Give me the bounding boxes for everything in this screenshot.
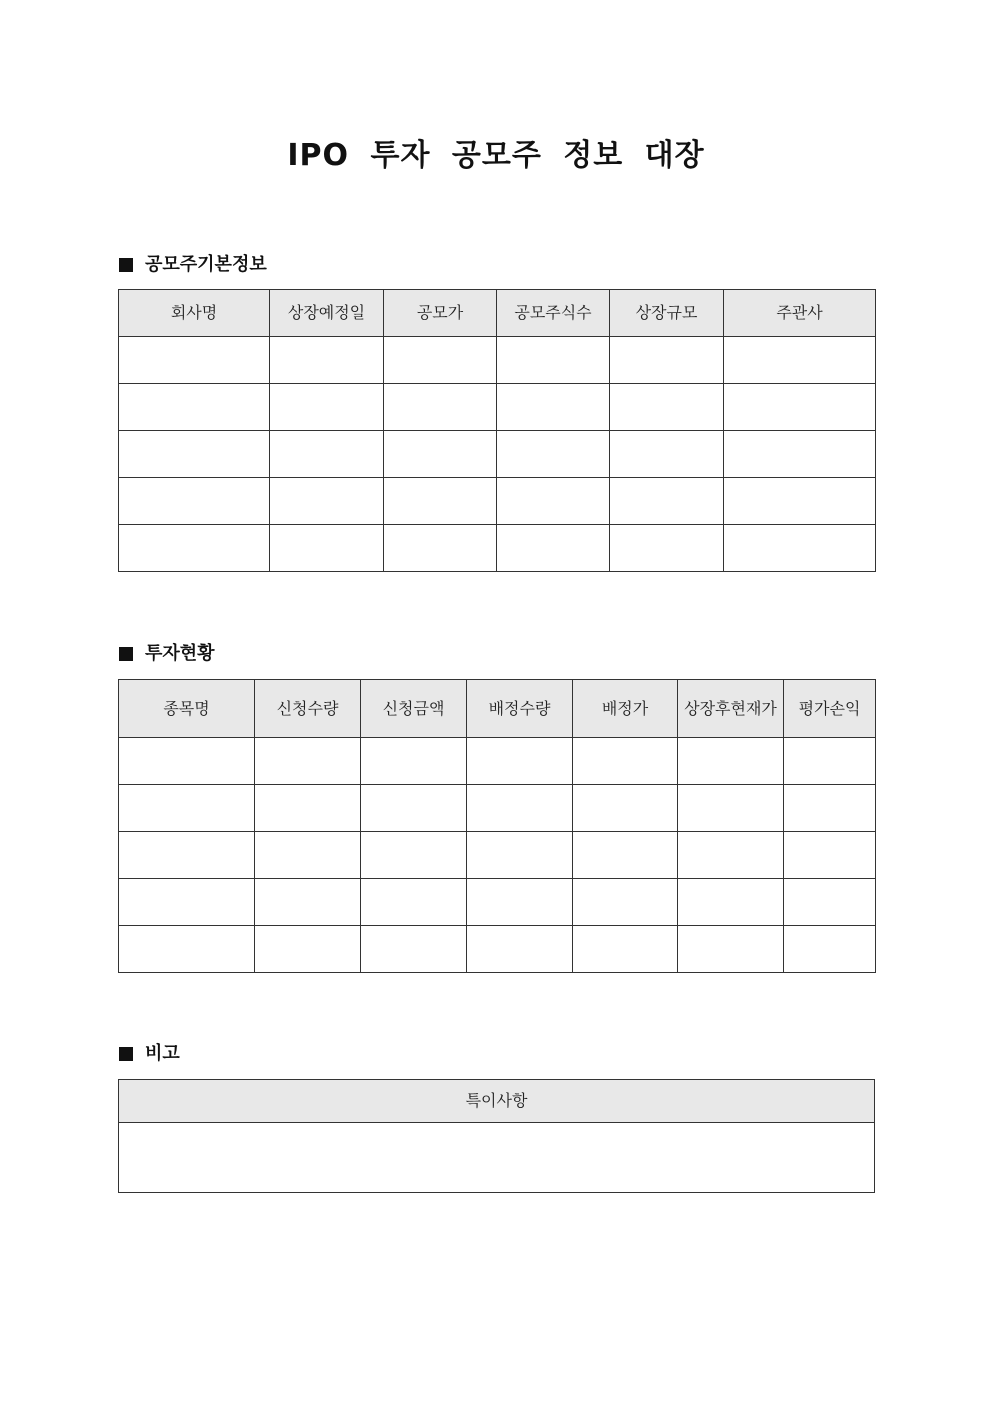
table-cell[interactable] (610, 478, 724, 525)
table-cell[interactable] (119, 738, 255, 785)
table-cell[interactable] (361, 926, 467, 973)
table-cell[interactable] (573, 785, 678, 832)
column-header-special-notes: 특이사항 (119, 1080, 875, 1123)
table-cell[interactable] (255, 738, 361, 785)
table-cell[interactable] (255, 879, 361, 926)
remarks-table (118, 1079, 875, 1193)
table-row (119, 337, 876, 384)
table-header-row (119, 290, 876, 337)
table-cell[interactable] (497, 337, 610, 384)
table-cell[interactable] (497, 384, 610, 431)
table-cell[interactable] (270, 525, 384, 572)
table-cell[interactable] (467, 832, 573, 879)
table-cell[interactable] (784, 738, 876, 785)
section-heading-remarks (119, 1042, 180, 1066)
column-header-company-name: 회사명 (119, 290, 270, 337)
table-row (119, 832, 876, 879)
table-cell[interactable] (119, 785, 255, 832)
table-row (119, 525, 876, 572)
square-bullet-icon (119, 647, 133, 661)
table-cell[interactable] (678, 738, 784, 785)
table-cell[interactable] (610, 431, 724, 478)
table-cell[interactable] (384, 337, 497, 384)
column-header-offer-price: 공모가 (384, 290, 497, 337)
table-cell[interactable] (119, 337, 270, 384)
table-cell[interactable] (119, 431, 270, 478)
column-header-applied-quantity: 신청수량 (255, 680, 361, 738)
table-cell[interactable] (784, 785, 876, 832)
investment-status-table (118, 679, 876, 973)
section-heading-label: 공모주기본정보 (145, 254, 267, 275)
table-cell[interactable] (384, 384, 497, 431)
table-cell[interactable] (119, 879, 255, 926)
table-cell[interactable] (724, 384, 876, 431)
basic-info-table (118, 289, 876, 572)
table-cell[interactable] (497, 525, 610, 572)
table-header-row (119, 680, 876, 738)
column-header-listing-date: 상장예정일 (270, 290, 384, 337)
table-cell[interactable] (270, 384, 384, 431)
table-cell[interactable] (467, 879, 573, 926)
section-heading-investment-status (119, 642, 215, 666)
table-cell[interactable] (467, 785, 573, 832)
table-cell[interactable] (119, 832, 255, 879)
table-row (119, 431, 876, 478)
table-cell[interactable] (384, 478, 497, 525)
table-cell[interactable] (678, 832, 784, 879)
remarks-content-cell[interactable] (119, 1123, 875, 1193)
column-header-allotted-quantity: 배정수량 (467, 680, 573, 738)
table-cell[interactable] (573, 926, 678, 973)
document-title: IPO 투자 공모주 정보 대장 (287, 138, 705, 173)
table-cell[interactable] (119, 525, 270, 572)
table-cell[interactable] (724, 431, 876, 478)
table-cell[interactable] (573, 738, 678, 785)
table-row (119, 738, 876, 785)
table-cell[interactable] (610, 384, 724, 431)
table-cell[interactable] (573, 832, 678, 879)
section-heading-basic-info (119, 253, 267, 277)
table-cell[interactable] (270, 478, 384, 525)
table-cell[interactable] (678, 926, 784, 973)
table-cell[interactable] (467, 738, 573, 785)
table-cell[interactable] (361, 738, 467, 785)
column-header-current-price-after-listing: 상장후현재가 (678, 680, 784, 738)
table-cell[interactable] (724, 525, 876, 572)
table-row (119, 926, 876, 973)
table-cell[interactable] (784, 832, 876, 879)
table-cell[interactable] (784, 879, 876, 926)
section-heading-label: 비고 (145, 1043, 180, 1064)
table-cell[interactable] (467, 926, 573, 973)
table-cell[interactable] (724, 337, 876, 384)
table-cell[interactable] (573, 879, 678, 926)
table-cell[interactable] (361, 832, 467, 879)
table-row (119, 879, 876, 926)
table-cell[interactable] (270, 431, 384, 478)
table-cell[interactable] (384, 431, 497, 478)
square-bullet-icon (119, 258, 133, 272)
table-cell[interactable] (497, 431, 610, 478)
table-cell[interactable] (784, 926, 876, 973)
table-cell[interactable] (255, 785, 361, 832)
table-cell[interactable] (610, 337, 724, 384)
column-header-allotted-price: 배정가 (573, 680, 678, 738)
column-header-applied-amount: 신청금액 (361, 680, 467, 738)
table-cell[interactable] (119, 926, 255, 973)
column-header-stock-name: 종목명 (119, 680, 255, 738)
table-cell[interactable] (610, 525, 724, 572)
table-row (119, 1123, 875, 1193)
table-cell[interactable] (270, 337, 384, 384)
table-row (119, 785, 876, 832)
table-cell[interactable] (255, 926, 361, 973)
table-cell[interactable] (384, 525, 497, 572)
table-cell[interactable] (497, 478, 610, 525)
table-cell[interactable] (678, 785, 784, 832)
column-header-listing-size: 상장규모 (610, 290, 724, 337)
table-row (119, 478, 876, 525)
table-cell[interactable] (255, 832, 361, 879)
section-heading-label: 투자현황 (145, 643, 215, 664)
table-cell[interactable] (724, 478, 876, 525)
square-bullet-icon (119, 1047, 133, 1061)
column-header-underwriter: 주관사 (724, 290, 876, 337)
table-cell[interactable] (361, 785, 467, 832)
column-header-valuation-gain-loss: 평가손익 (784, 680, 876, 738)
table-cell[interactable] (678, 879, 784, 926)
table-cell[interactable] (119, 478, 270, 525)
column-header-offer-shares: 공모주식수 (497, 290, 610, 337)
table-header-row (119, 1080, 875, 1123)
table-row (119, 384, 876, 431)
table-cell[interactable] (119, 384, 270, 431)
table-cell[interactable] (361, 879, 467, 926)
